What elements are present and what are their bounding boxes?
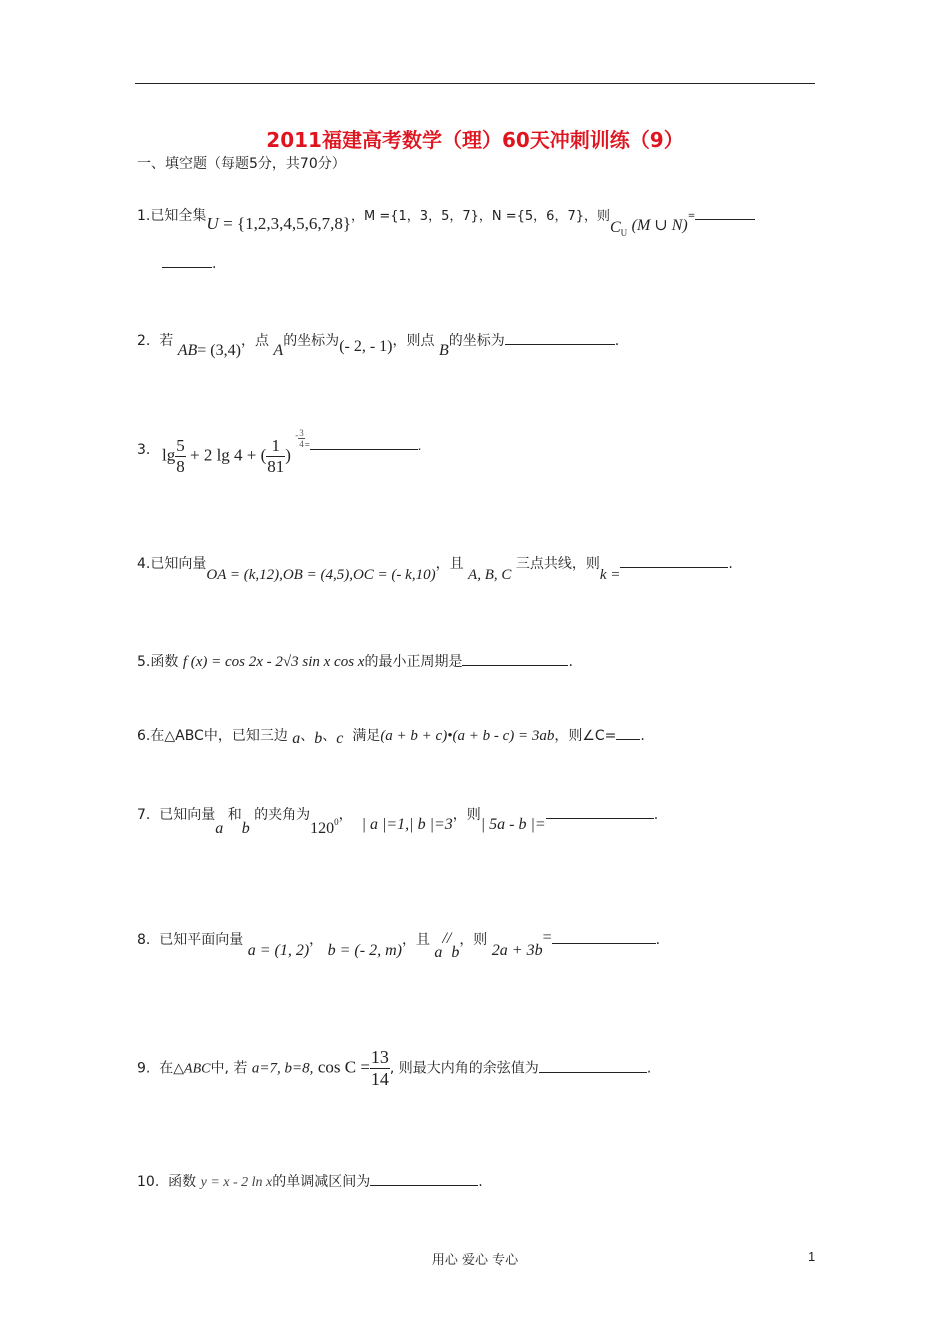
question-3-expression: lg $\frac{5}{8}$ + 2 lg 4 + ( $\frac{1}{81}$ ) - $\frac{3}{4}$ = .: [162, 428, 422, 476]
answer-blank[interactable]: [546, 806, 654, 819]
answer-blank[interactable]: [552, 931, 656, 944]
answer-blank[interactable]: [539, 1060, 647, 1073]
section-heading: 一、填空题（每题5分，共70分）: [137, 156, 346, 172]
document-title: 2011福建高考数学（理）60天冲刺训练（9）: [266, 128, 684, 152]
answer-blank[interactable]: [162, 255, 212, 268]
answer-blank[interactable]: [310, 437, 418, 450]
page-footer: 用心 爱心 专心: [431, 1253, 519, 1268]
question-2: 2. 若 AB= (3,4)，点 A的坐标为(- 2, - 1)，则点 B的坐标为 .: [137, 333, 620, 359]
question-4: 4.已知向量OA = (k,12),OB = (4,5),OC = (- k,10)，且 A, B, C 三点共线，则k =.: [137, 556, 733, 583]
answer-blank[interactable]: [616, 727, 640, 740]
fraction: $\frac{1}{81}$: [267, 436, 285, 476]
exponent-fraction: $\frac{3}{4}$: [299, 428, 304, 449]
page-number: 1: [808, 1249, 816, 1264]
fraction: $\frac{5}{8}$: [176, 436, 185, 476]
answer-blank[interactable]: [505, 332, 615, 345]
question-6: 6.在△ABC中，已知三边 a、b、c 满足(a + b + c)•(a + b - c) = 3ab，则∠C= .: [137, 728, 645, 747]
question-3: 3.: [137, 442, 151, 458]
question-7: 7. 已知向量a 和b 的夹角为$120_0$， | a |=1,| b |=3，则| 5a - b |=.: [137, 807, 659, 837]
header-rule: [135, 83, 815, 84]
question-5: 5.函数 f (x) = cos 2x - 2√3 sin x cos x的最小正周期是 .: [137, 654, 573, 670]
fraction: $\frac{13}{14}$: [370, 1047, 389, 1089]
question-10: 10. 函数 y = x - 2 ln x的单调减区间为 .: [137, 1174, 483, 1190]
answer-blank[interactable]: [370, 1173, 478, 1186]
question-1-continuation: .: [162, 255, 216, 272]
answer-blank[interactable]: [620, 555, 728, 568]
question-9: 9. 在△ABC中, 若 a=7, b=8, cos C = $\frac{13}{14}$ , 则最大内角的余弦值为 .: [137, 1047, 652, 1089]
answer-blank[interactable]: [695, 207, 755, 220]
question-8: 8. 已知平面向量 a = (1, 2)， b = (- 2, m)，且 a//b，则 2a + 3b= .: [137, 929, 661, 961]
question-1: 1.已知全集U = {1,2,3,4,5,6,7,8}，M ={1，3，5，7}，N ={5，6，7}，则$C_U$ (M ∪ N)=: [137, 205, 755, 225]
answer-blank[interactable]: [462, 653, 568, 666]
